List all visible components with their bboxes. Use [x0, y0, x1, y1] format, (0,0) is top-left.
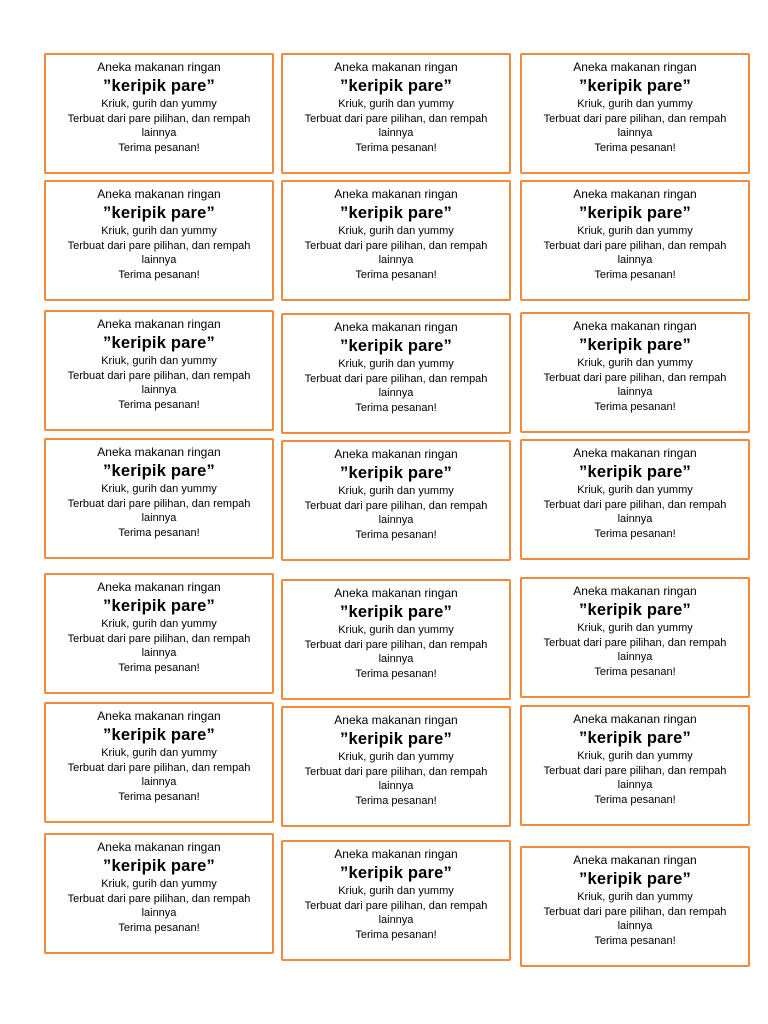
label-description: Terbuat dari pare pilihan, dan rempah lainnya — [67, 239, 251, 266]
label-tagline: Kriuk, gurih dan yummy — [577, 98, 693, 110]
label-cta: Terima pesanan! — [355, 268, 437, 281]
label-description: Terbuat dari pare pilihan, dan rempah lainnya — [67, 892, 251, 919]
product-label-r3-c2 — [281, 313, 511, 434]
label-heading: Aneka makanan ringan — [97, 445, 221, 459]
product-name: ”keripik pare” — [103, 726, 215, 744]
label-tagline: Kriuk, gurih dan yummy — [338, 485, 454, 497]
label-tagline: Kriuk, gurih dan yummy — [101, 225, 217, 237]
label-description: Terbuat dari pare pilihan, dan rempah lainnya — [304, 499, 488, 526]
label-cta: Terima pesanan! — [594, 793, 676, 806]
label-cta: Terima pesanan! — [118, 921, 200, 934]
product-name: ”keripik pare” — [579, 463, 691, 481]
product-label-r7-c3 — [520, 846, 750, 967]
product-label-r1-c2 — [281, 53, 511, 174]
product-name: ”keripik pare” — [340, 603, 452, 621]
label-cta: Terima pesanan! — [594, 934, 676, 947]
label-description: Terbuat dari pare pilihan, dan rempah lainnya — [67, 369, 251, 396]
label-heading: Aneka makanan ringan — [573, 584, 697, 598]
label-tagline: Kriuk, gurih dan yummy — [101, 98, 217, 110]
product-label-r4-c2 — [281, 440, 511, 561]
label-tagline: Kriuk, gurih dan yummy — [577, 225, 693, 237]
label-description: Terbuat dari pare pilihan, dan rempah lainnya — [304, 638, 488, 665]
label-heading: Aneka makanan ringan — [573, 446, 697, 460]
label-cta: Terima pesanan! — [118, 526, 200, 539]
product-name: ”keripik pare” — [103, 204, 215, 222]
label-tagline: Kriuk, gurih dan yummy — [338, 885, 454, 897]
label-tagline: Kriuk, gurih dan yummy — [577, 750, 693, 762]
label-tagline: Kriuk, gurih dan yummy — [577, 891, 693, 903]
label-heading: Aneka makanan ringan — [97, 187, 221, 201]
label-heading: Aneka makanan ringan — [97, 709, 221, 723]
product-name: ”keripik pare” — [340, 864, 452, 882]
label-description: Terbuat dari pare pilihan, dan rempah lainnya — [543, 636, 727, 663]
label-heading: Aneka makanan ringan — [97, 60, 221, 74]
product-label-r3-c3 — [520, 312, 750, 433]
product-name: ”keripik pare” — [579, 204, 691, 222]
label-tagline: Kriuk, gurih dan yummy — [338, 225, 454, 237]
product-name: ”keripik pare” — [579, 729, 691, 747]
label-heading: Aneka makanan ringan — [573, 319, 697, 333]
label-tagline: Kriuk, gurih dan yummy — [338, 358, 454, 370]
product-name: ”keripik pare” — [103, 77, 215, 95]
label-heading: Aneka makanan ringan — [334, 447, 458, 461]
label-heading: Aneka makanan ringan — [334, 847, 458, 861]
product-label-r5-c2 — [281, 579, 511, 700]
label-tagline: Kriuk, gurih dan yummy — [577, 622, 693, 634]
label-cta: Terima pesanan! — [355, 401, 437, 414]
product-label-r3-c1 — [44, 310, 274, 431]
product-name: ”keripik pare” — [579, 601, 691, 619]
product-label-r7-c2 — [281, 840, 511, 961]
product-label-r4-c3 — [520, 439, 750, 560]
label-tagline: Kriuk, gurih dan yummy — [101, 355, 217, 367]
label-tagline: Kriuk, gurih dan yummy — [101, 618, 217, 630]
product-name: ”keripik pare” — [103, 462, 215, 480]
label-cta: Terima pesanan! — [594, 665, 676, 678]
label-description: Terbuat dari pare pilihan, dan rempah lainnya — [67, 112, 251, 139]
product-label-r5-c3 — [520, 577, 750, 698]
product-name: ”keripik pare” — [103, 857, 215, 875]
label-tagline: Kriuk, gurih dan yummy — [577, 357, 693, 369]
label-cta: Terima pesanan! — [118, 661, 200, 674]
label-tagline: Kriuk, gurih dan yummy — [101, 483, 217, 495]
label-heading: Aneka makanan ringan — [334, 187, 458, 201]
label-heading: Aneka makanan ringan — [334, 60, 458, 74]
product-name: ”keripik pare” — [579, 336, 691, 354]
label-heading: Aneka makanan ringan — [573, 712, 697, 726]
label-heading: Aneka makanan ringan — [573, 187, 697, 201]
product-label-r1-c1 — [44, 53, 274, 174]
label-cta: Terima pesanan! — [355, 141, 437, 154]
product-name: ”keripik pare” — [579, 77, 691, 95]
label-tagline: Kriuk, gurih dan yummy — [577, 484, 693, 496]
label-cta: Terima pesanan! — [355, 528, 437, 541]
label-heading: Aneka makanan ringan — [97, 580, 221, 594]
label-heading: Aneka makanan ringan — [334, 586, 458, 600]
product-label-r1-c3 — [520, 53, 750, 174]
label-tagline: Kriuk, gurih dan yummy — [101, 878, 217, 890]
label-tagline: Kriuk, gurih dan yummy — [338, 624, 454, 636]
product-name: ”keripik pare” — [340, 464, 452, 482]
label-cta: Terima pesanan! — [594, 268, 676, 281]
label-description: Terbuat dari pare pilihan, dan rempah lainnya — [543, 371, 727, 398]
product-label-r2-c1 — [44, 180, 274, 301]
label-description: Terbuat dari pare pilihan, dan rempah lainnya — [304, 899, 488, 926]
label-description: Terbuat dari pare pilihan, dan rempah lainnya — [304, 765, 488, 792]
label-cta: Terima pesanan! — [594, 400, 676, 413]
product-label-r6-c2 — [281, 706, 511, 827]
label-description: Terbuat dari pare pilihan, dan rempah lainnya — [304, 112, 488, 139]
label-heading: Aneka makanan ringan — [573, 853, 697, 867]
label-cta: Terima pesanan! — [594, 527, 676, 540]
label-cta: Terima pesanan! — [355, 667, 437, 680]
label-description: Terbuat dari pare pilihan, dan rempah lainnya — [543, 112, 727, 139]
label-heading: Aneka makanan ringan — [334, 320, 458, 334]
label-cta: Terima pesanan! — [355, 794, 437, 807]
label-cta: Terima pesanan! — [118, 398, 200, 411]
product-label-r4-c1 — [44, 438, 274, 559]
label-heading: Aneka makanan ringan — [97, 317, 221, 331]
product-label-r2-c3 — [520, 180, 750, 301]
label-heading: Aneka makanan ringan — [573, 60, 697, 74]
label-description: Terbuat dari pare pilihan, dan rempah lainnya — [304, 239, 488, 266]
label-heading: Aneka makanan ringan — [97, 840, 221, 854]
label-description: Terbuat dari pare pilihan, dan rempah lainnya — [543, 239, 727, 266]
product-label-r5-c1 — [44, 573, 274, 694]
product-label-r7-c1 — [44, 833, 274, 954]
product-name: ”keripik pare” — [579, 870, 691, 888]
product-label-r2-c2 — [281, 180, 511, 301]
label-cta: Terima pesanan! — [118, 268, 200, 281]
label-tagline: Kriuk, gurih dan yummy — [101, 747, 217, 759]
product-name: ”keripik pare” — [340, 730, 452, 748]
label-cta: Terima pesanan! — [594, 141, 676, 154]
label-description: Terbuat dari pare pilihan, dan rempah lainnya — [67, 632, 251, 659]
label-cta: Terima pesanan! — [355, 928, 437, 941]
product-name: ”keripik pare” — [340, 337, 452, 355]
product-name: ”keripik pare” — [340, 77, 452, 95]
label-heading: Aneka makanan ringan — [334, 713, 458, 727]
label-description: Terbuat dari pare pilihan, dan rempah lainnya — [67, 497, 251, 524]
label-description: Terbuat dari pare pilihan, dan rempah lainnya — [543, 764, 727, 791]
product-label-r6-c1 — [44, 702, 274, 823]
label-description: Terbuat dari pare pilihan, dan rempah lainnya — [543, 498, 727, 525]
product-name: ”keripik pare” — [340, 204, 452, 222]
label-description: Terbuat dari pare pilihan, dan rempah lainnya — [67, 761, 251, 788]
label-description: Terbuat dari pare pilihan, dan rempah lainnya — [304, 372, 488, 399]
product-name: ”keripik pare” — [103, 334, 215, 352]
label-tagline: Kriuk, gurih dan yummy — [338, 98, 454, 110]
label-tagline: Kriuk, gurih dan yummy — [338, 751, 454, 763]
product-name: ”keripik pare” — [103, 597, 215, 615]
label-cta: Terima pesanan! — [118, 790, 200, 803]
product-label-r6-c3 — [520, 705, 750, 826]
label-description: Terbuat dari pare pilihan, dan rempah lainnya — [543, 905, 727, 932]
label-cta: Terima pesanan! — [118, 141, 200, 154]
